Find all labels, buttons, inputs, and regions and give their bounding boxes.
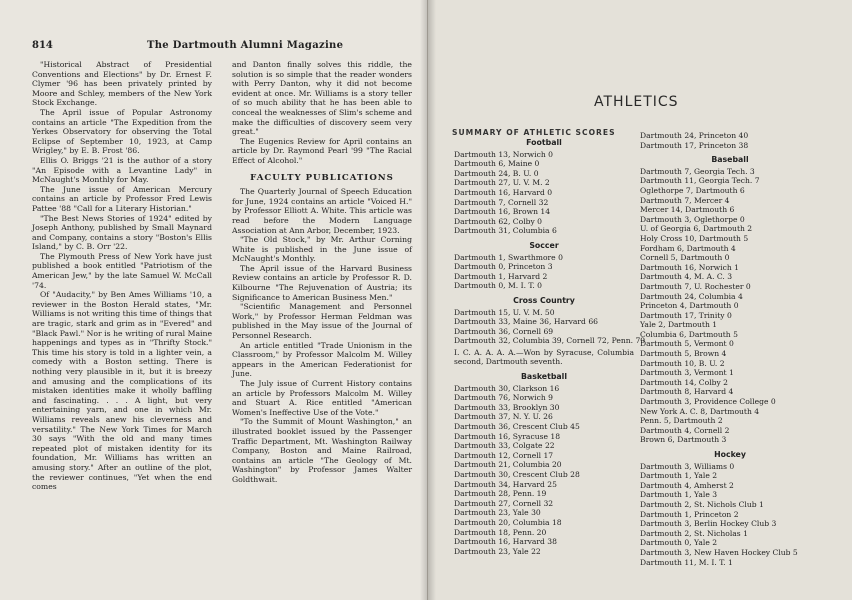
score-line: Dartmouth 16, Norwich 1 bbox=[640, 262, 739, 272]
score-line: Fordham 6, Dartmouth 4 bbox=[640, 243, 736, 253]
paragraph: Ellis O. Briggs '21 is the author of a story "An Episode with a Levantine Lady" in McNaught's Monthly for May. bbox=[32, 155, 212, 185]
athletics-column-2 bbox=[640, 131, 820, 567]
icaaaa-note: I. C. A. A. A. A.—Won by Syracuse, Columbia second, Dartmouth seventh. bbox=[454, 347, 634, 367]
score-line: Dartmouth 33, Brooklyn 30 bbox=[454, 402, 560, 412]
score-line: Dartmouth 30, Crescent Club 28 bbox=[454, 470, 580, 479]
score-line: Dartmouth 62, Colby 0 bbox=[454, 216, 543, 226]
score-line: Dartmouth 8, Harvard 4 bbox=[640, 387, 734, 397]
score-line: Dartmouth 0, Yale 2 bbox=[640, 538, 718, 548]
score-line: Mercer 14, Dartmouth 6 bbox=[640, 205, 735, 215]
score-line: Dartmouth 0, Princeton 3 bbox=[454, 262, 553, 272]
score-line: Dartmouth 18, Penn. 20 bbox=[454, 527, 547, 537]
score-line: U. of Georgia 6, Dartmouth 2 bbox=[640, 224, 753, 234]
score-line: Dartmouth 34, Harvard 25 bbox=[454, 479, 557, 489]
left-column-2 bbox=[232, 60, 412, 485]
score-line: Dartmouth 13, Norwich 0 bbox=[454, 149, 553, 159]
basketball-scores bbox=[454, 384, 634, 557]
paragraph: The Eugenics Review for April contains an article by Dr. Raymond Pearl '99 "The Racial Effect of Alcohol." bbox=[232, 136, 412, 165]
score-line: Dartmouth 4, M. A. C. 3 bbox=[640, 272, 733, 282]
score-line: Dartmouth 5, Vermont 0 bbox=[640, 339, 734, 349]
score-line: Dartmouth 1, Princeton 2 bbox=[640, 509, 739, 519]
score-line: Dartmouth 10, B. U. 2 bbox=[640, 358, 725, 368]
score-line: Dartmouth 28, Penn. 19 bbox=[454, 489, 547, 499]
score-line: Dartmouth 3, Williams 0 bbox=[640, 461, 735, 471]
score-line: Dartmouth 27, U. V. M. 2 bbox=[454, 178, 550, 188]
score-line: Dartmouth 7, Mercer 4 bbox=[640, 195, 730, 205]
score-line: Dartmouth 24, Princeton 40 bbox=[640, 131, 749, 140]
athletics-title: ATHLETICS bbox=[594, 94, 679, 110]
paragraph: An article entitled "Trade Unionism in the Classroom," by Professor Malcolm M. Willey appears in the American Federationist for June. bbox=[232, 340, 412, 379]
score-line: Dartmouth 33, Maine 36, Harvard 66 bbox=[454, 317, 598, 327]
score-line: Dartmouth 16, Harvard 0 bbox=[454, 187, 553, 197]
score-line: Dartmouth 1, Yale 3 bbox=[640, 490, 718, 500]
book-gutter bbox=[420, 0, 436, 600]
baseball-heading: Baseball bbox=[711, 155, 749, 165]
score-line: Dartmouth 3, New Haven Hockey Club 5 bbox=[640, 547, 798, 557]
paragraph: The June issue of American Mercury contains an article by Professor Fred Lewis Pattee '88 "Call for a Literary Historian." bbox=[32, 184, 212, 213]
score-line: Dartmouth 16, Brown 14 bbox=[454, 207, 551, 217]
score-line: Dartmouth 2, St. Nichols Club 1 bbox=[640, 499, 764, 509]
score-line: Dartmouth 3, Providence College 0 bbox=[640, 397, 776, 407]
score-line: Dartmouth 3, Oglethorpe 0 bbox=[640, 214, 745, 224]
score-line: Dartmouth 3, Berlin Hockey Club 3 bbox=[640, 519, 777, 529]
score-line: Dartmouth 31, Columbia 6 bbox=[454, 226, 557, 236]
score-line: Princeton 4, Dartmouth 0 bbox=[640, 301, 739, 311]
score-line: Dartmouth 15, U. V. M. 50 bbox=[454, 307, 555, 317]
paragraph: The Quarterly Journal of Speech Education for June, 1924 contains an article "Voiced H." by Professor Elliott A. White. This article was read before the Modern Language Association at Ann Arbor, December, 1923. bbox=[232, 187, 412, 235]
score-line: Dartmouth 17, Trinity 0 bbox=[640, 310, 732, 320]
score-line: Brown 6, Dartmouth 3 bbox=[640, 435, 727, 445]
score-line: Dartmouth 24, Columbia 4 bbox=[640, 291, 743, 301]
score-line: New York A. C. 8, Dartmouth 4 bbox=[640, 406, 760, 416]
score-line: Holy Cross 10, Dartmouth 5 bbox=[640, 233, 749, 243]
score-line: Oglethorpe 7, Dartmouth 6 bbox=[640, 185, 745, 195]
score-line: Dartmouth 2, St. Nicholas 1 bbox=[640, 528, 748, 538]
paragraph: "To the Summit of Mount Washington," an illustrated booklet issued by the Passenger Traffic Department, Mt. Washington Railway Company, Boston and Maine Railroad, contains an article "The Geology of Mt. Washington" by Professor James Walter Goldthwait. bbox=[232, 417, 412, 484]
score-line: Dartmouth 23, Yale 22 bbox=[454, 546, 541, 556]
score-line: Dartmouth 23, Yale 30 bbox=[454, 508, 541, 518]
score-line: Dartmouth 7, Georgia Tech. 3 bbox=[640, 166, 755, 176]
paragraph: The Plymouth Press of New York have just published a book entitled "Patriotism of the American Jew," by the late Samuel W. McCall '74. bbox=[32, 251, 212, 290]
score-line: Dartmouth 7, U. Rochester 0 bbox=[640, 281, 751, 291]
athletics-column-1 bbox=[454, 138, 646, 556]
score-line: Dartmouth 6, Maine 0 bbox=[454, 159, 540, 169]
score-line: Dartmouth 20, Columbia 18 bbox=[454, 517, 562, 527]
football-heading: Football bbox=[526, 138, 562, 147]
soccer-scores bbox=[454, 253, 634, 291]
paragraph: The April issue of Popular Astronomy contains an article "The Expedition from the Yerkes Observatory for observing the Total Eclipse of September 10, 1923, at Camp Wrigley," by E. B. Frost '86. bbox=[32, 107, 212, 156]
score-line: Dartmouth 12, Cornell 17 bbox=[454, 450, 554, 460]
score-line: Dartmouth 37, N. Y. U. 26 bbox=[454, 412, 553, 422]
score-line: Dartmouth 21, Columbia 20 bbox=[454, 460, 562, 470]
score-line: Dartmouth 16, Syracuse 18 bbox=[454, 431, 561, 441]
football-scores bbox=[454, 150, 634, 236]
score-line: Dartmouth 32, Columbia 39, Cornell 72, Penn. 79 bbox=[454, 336, 646, 346]
cross-country-scores bbox=[454, 307, 646, 346]
cross-country-heading: Cross Country bbox=[513, 295, 575, 305]
paragraph: "The Old Stock," by Mr. Arthur Corning White is published in the June issue of McNaught's Monthly. bbox=[232, 235, 412, 264]
page-number: 814 bbox=[32, 40, 53, 51]
score-line: Dartmouth 33, Colgate 22 bbox=[454, 441, 555, 451]
paragraph: "Scientific Management and Personnel Work," by Professor Herman Feldman was published in the May issue of the Journal of Personnel Research. bbox=[232, 302, 412, 341]
baseball-scores bbox=[640, 167, 820, 445]
score-line: Dartmouth 30, Clarkson 16 bbox=[454, 383, 560, 393]
paragraph: The April issue of the Harvard Business Review contains an article by Professor R. D. Kilbourne "The Rejuvenation of Austria; its Significance to American Business Men." bbox=[232, 263, 412, 302]
score-line: Dartmouth 16, Harvard 38 bbox=[454, 537, 557, 547]
hockey-scores bbox=[640, 462, 820, 568]
score-line: Cornell 5, Dartmouth 0 bbox=[640, 253, 730, 263]
paragraph: "The Best News Stories of 1924" edited by Joseph Anthony, published by Small Maynard and Company, contains a story "Boston's Ellis Island," by C. B. Orr '22. bbox=[32, 213, 212, 252]
paragraph: Of "Audacity," by Ben Ames Williams '10, a reviewer in the Boston Herald states, "Mr. Williams is not writing this time of things that are tragic, stark and grim as in "Evered" and "Black Pawl." Nor is he writing of rural Maine happenings and types as in "Thrifty Stock." This time his story is told in a lighter vein, a comedy with a Boston setting. There is nothing very plausible in it, but it is breezy and amusing and the complications of its mistaken identities make it wholly baffling and fascinating. . . . A light, but very entertaining yarn, and one in which Mr. Williams reveals anew his cleverness and versatility." The New York Times for March 30 says "With the old and many times repeated plot of mistaken identity for its foundation, Mr. Williams has written an amusing story." After an outline of the plot, the reviewer continues, "Yet when the end comes bbox=[32, 290, 212, 492]
basketball-scores-continued bbox=[640, 131, 820, 150]
score-line: Dartmouth 5, Brown 4 bbox=[640, 349, 727, 359]
score-line: Penn. 5, Dartmouth 2 bbox=[640, 416, 723, 426]
score-line: Dartmouth 11, M. I. T. 1 bbox=[640, 557, 733, 567]
score-line: Dartmouth 7, Cornell 32 bbox=[454, 197, 549, 207]
score-line: Dartmouth 76, Norwich 9 bbox=[454, 393, 553, 403]
score-line: Dartmouth 36, Cornell 69 bbox=[454, 326, 554, 336]
paragraph: The July issue of Current History contains an article by Professors Malcolm M. Willey and Stuart A. Rice entitled "American Women's Ineffective Use of the Vote." bbox=[232, 379, 412, 417]
score-line: Dartmouth 17, Princeton 38 bbox=[640, 140, 749, 150]
summary-title: SUMMARY OF ATHLETIC SCORES bbox=[452, 128, 616, 137]
score-line: Dartmouth 1, Harvard 2 bbox=[454, 271, 548, 281]
score-line: Dartmouth 4, Amherst 2 bbox=[640, 480, 734, 490]
hockey-heading: Hockey bbox=[714, 450, 746, 459]
paragraph: "Historical Abstract of Presidential Conventions and Elections" by Dr. Ernest F. Clymer '96 has been privately printed by Moore and Schley, members of the New York Stock Exchange. bbox=[32, 60, 212, 108]
score-line: Dartmouth 0, M. I. T. 0 bbox=[454, 281, 543, 291]
paragraph: and Danton finally solves this riddle, the solution is so simple that the reader wonders with Perry Danton, why it did not become evident at once. Mr. Williams is a story teller of so much ability that he has been able to conceal the weaknesses of Slim's scheme and make the difficulties of discovery seem very great." bbox=[232, 60, 412, 137]
score-line: Yale 2, Dartmouth 1 bbox=[640, 320, 718, 330]
score-line: Dartmouth 1, Swarthmore 0 bbox=[454, 252, 563, 262]
score-line: Dartmouth 14, Colby 2 bbox=[640, 377, 729, 387]
score-line: Dartmouth 11, Georgia Tech. 7 bbox=[640, 176, 760, 186]
soccer-heading: Soccer bbox=[529, 240, 559, 250]
score-line: Columbia 6, Dartmouth 5 bbox=[640, 329, 738, 339]
score-line: Dartmouth 24, B. U. 0 bbox=[454, 168, 539, 178]
left-column-1 bbox=[32, 60, 212, 492]
score-line: Dartmouth 36, Crescent Club 45 bbox=[454, 422, 580, 432]
score-line: Dartmouth 4, Cornell 2 bbox=[640, 425, 730, 435]
score-line: Dartmouth 27, Cornell 32 bbox=[454, 498, 554, 508]
magazine-title: The Dartmouth Alumni Magazine bbox=[147, 40, 344, 51]
score-line: Dartmouth 1, Yale 2 bbox=[640, 471, 718, 481]
score-line: Dartmouth 3, Vermont 1 bbox=[640, 368, 734, 378]
basketball-heading: Basketball bbox=[520, 372, 568, 382]
faculty-publications-heading: FACULTY PUBLICATIONS bbox=[250, 172, 394, 183]
